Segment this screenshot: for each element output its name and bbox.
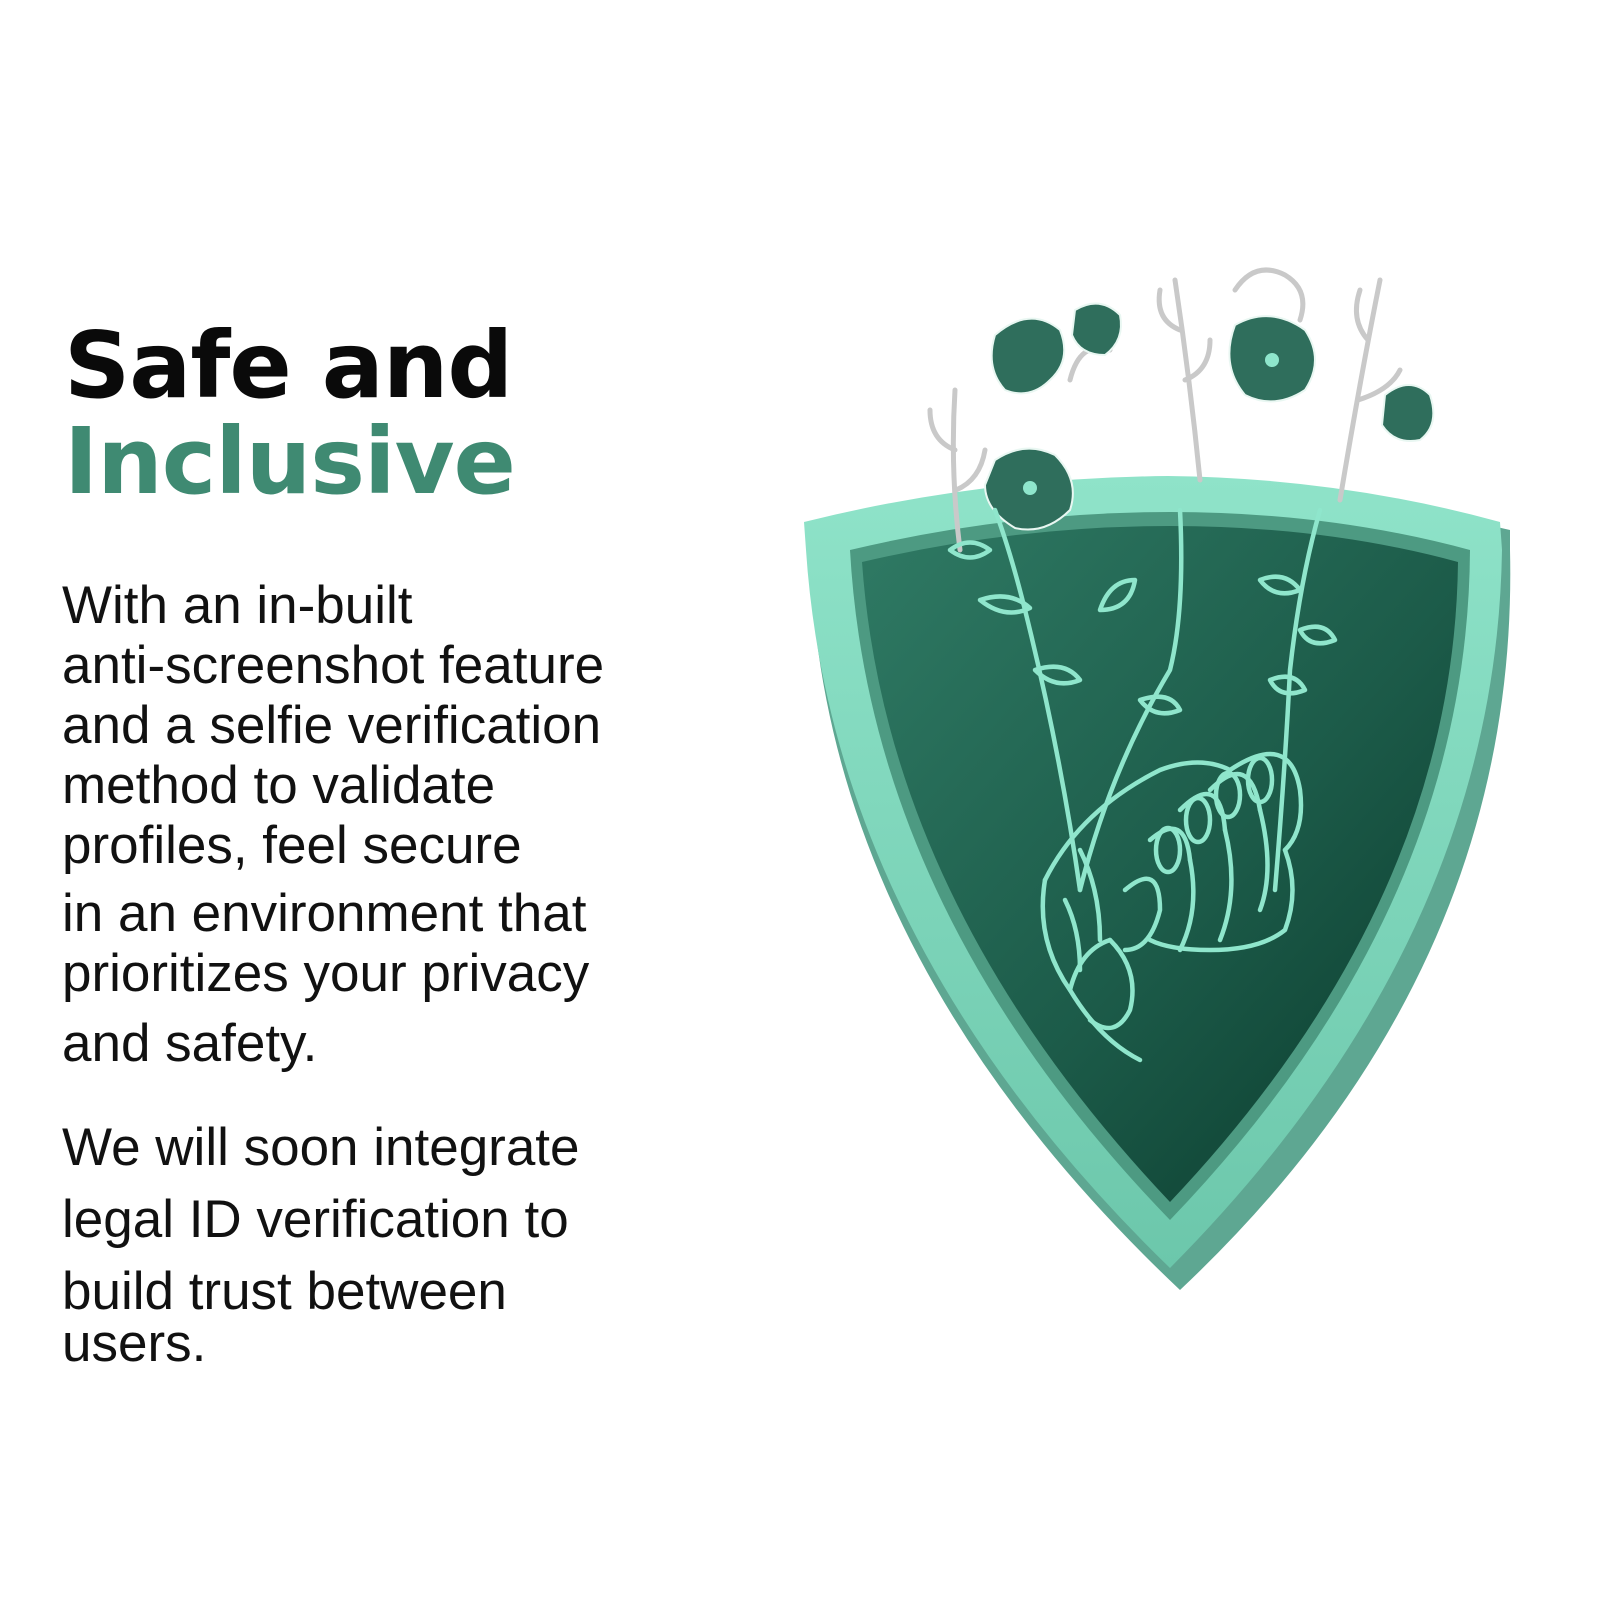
body-line: and a selfie verification [62,696,602,755]
body-paragraph-1 [62,576,604,1074]
body-paragraph-2 [62,1118,580,1374]
body-line: in an environment that [62,884,587,943]
body-line: build trust between [62,1262,507,1321]
headline [64,312,515,515]
body-line: users. [62,1314,207,1373]
body-line: With an in-built [62,576,413,635]
body-line: and safety. [62,1014,318,1073]
headline-line-1: Safe and [64,312,513,419]
body-line: legal ID verification to [62,1190,569,1249]
body-line: profiles, feel secure [62,816,522,875]
body-line: prioritizes your privacy [62,944,590,1003]
headline-line-2: Inclusive [64,408,515,515]
shield-hands-flowers-icon [780,250,1560,1320]
body-line: method to validate [62,756,496,815]
body-line: anti-screenshot feature [62,636,605,695]
body-line: We will soon integrate [62,1118,580,1177]
